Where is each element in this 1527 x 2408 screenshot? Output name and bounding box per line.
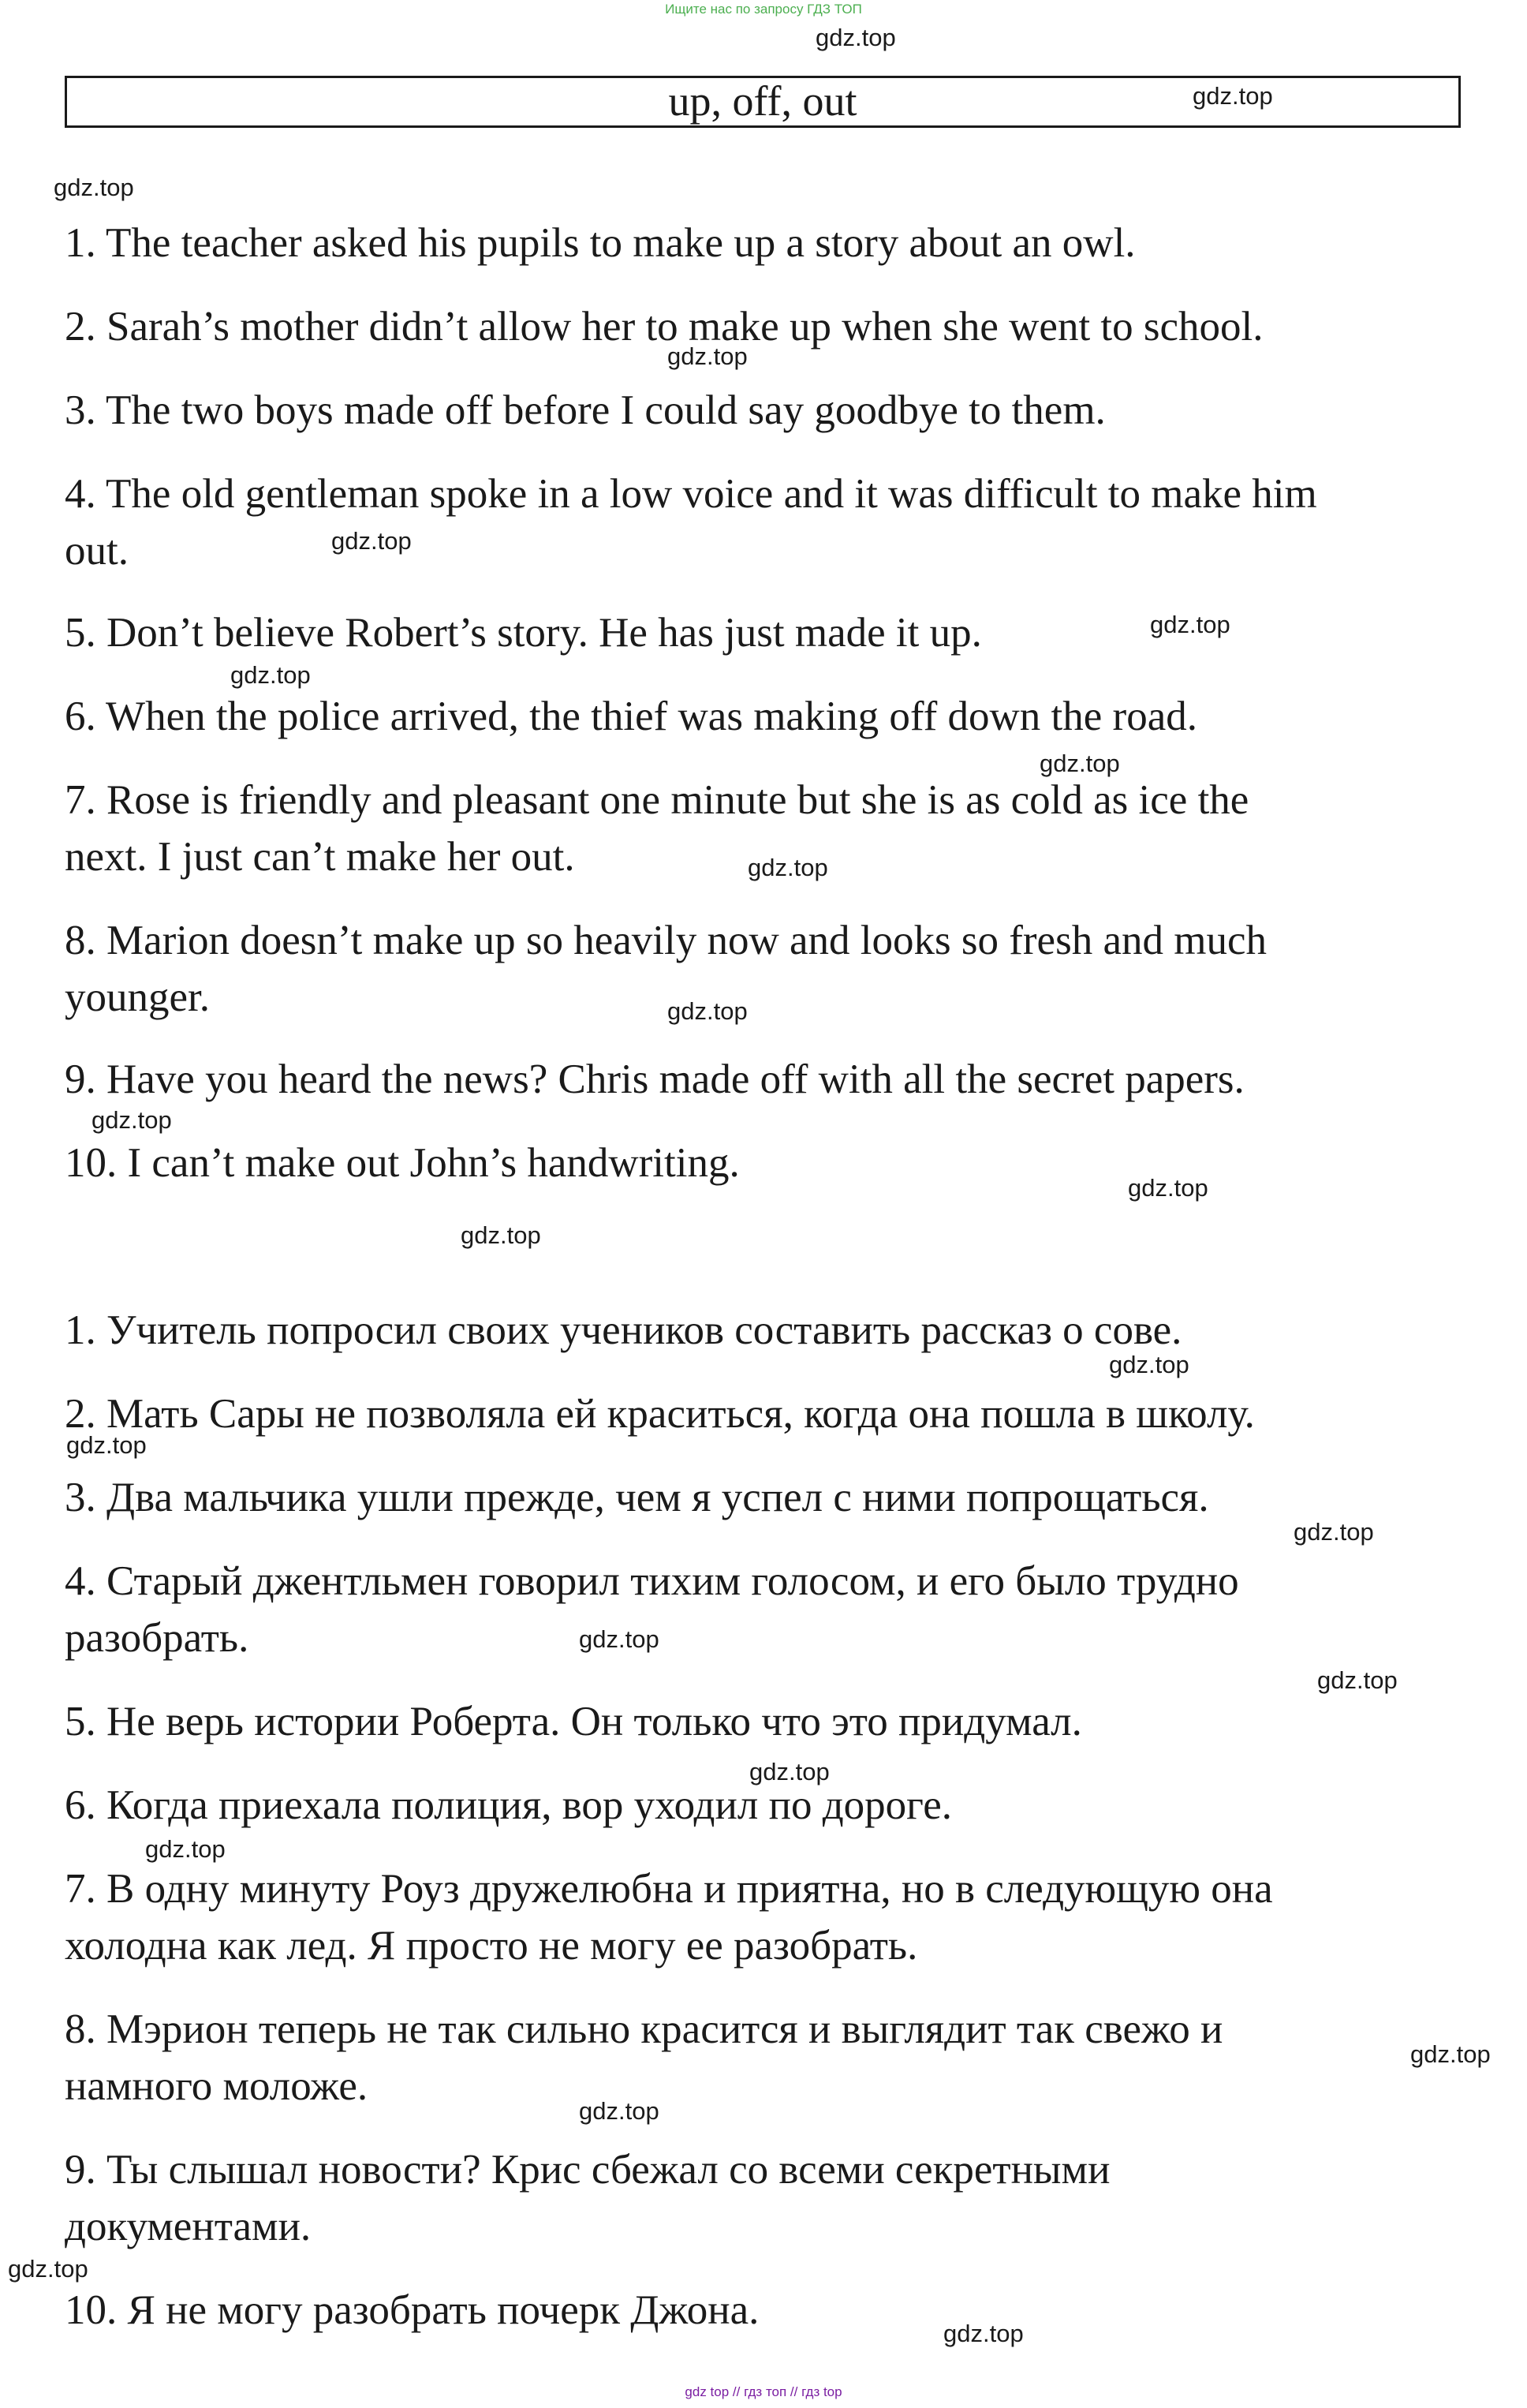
english-sentence-continued: younger. bbox=[65, 974, 210, 1020]
english-sentence: 3. The two boys made off before I could say goodbye to them. bbox=[65, 387, 1106, 433]
russian-sentence: 10. Я не могу разобрать почерк Джона. bbox=[65, 2287, 760, 2333]
english-sentence: 1. The teacher asked his pupils to make up a story about an owl. bbox=[65, 220, 1136, 266]
watermark: gdz.top bbox=[331, 527, 412, 555]
english-sentence: 5. Don’t believe Robert’s story. He has just made it up. bbox=[65, 610, 982, 656]
english-sentence: 10. I can’t make out John’s handwriting. bbox=[65, 1140, 740, 1186]
watermark: gdz.top bbox=[1193, 82, 1273, 110]
watermark: gdz.top bbox=[54, 174, 134, 201]
watermark: gdz.top bbox=[66, 1431, 147, 1459]
watermark: gdz.top bbox=[667, 342, 748, 370]
watermark: gdz.top bbox=[461, 1221, 541, 1249]
russian-sentence-continued: намного моложе. bbox=[65, 2063, 368, 2109]
page-title: up, off, out bbox=[65, 76, 1461, 128]
watermark: gdz.top bbox=[1128, 1174, 1208, 1202]
watermark: gdz.top bbox=[667, 997, 748, 1025]
watermark: gdz.top bbox=[749, 1758, 830, 1785]
russian-sentence: 2. Мать Сары не позволяла ей краситься, когда она пошла в школу. bbox=[65, 1391, 1255, 1437]
english-sentence: 7. Rose is friendly and pleasant one minute but she is as cold as ice the bbox=[65, 777, 1249, 823]
watermark: gdz.top bbox=[1150, 611, 1230, 638]
russian-sentence: 3. Два мальчика ушли прежде, чем я успел с ними попрощаться. bbox=[65, 1475, 1209, 1520]
watermark: gdz.top bbox=[91, 1106, 172, 1134]
watermark: gdz.top bbox=[1294, 1518, 1374, 1546]
watermark: gdz.top bbox=[230, 661, 311, 689]
russian-sentence: 5. Не верь истории Роберта. Он только что это придумал. bbox=[65, 1699, 1082, 1744]
russian-sentence: 1. Учитель попросил своих учеников составить рассказ о сове. bbox=[65, 1307, 1182, 1353]
english-sentence: 9. Have you heard the news? Chris made off with all the secret papers. bbox=[65, 1056, 1245, 1102]
watermark: gdz.top bbox=[748, 854, 828, 881]
watermark: gdz.top bbox=[8, 2255, 88, 2283]
watermark: gdz.top bbox=[1410, 2040, 1491, 2068]
russian-sentence-continued: холодна как лед. Я просто не могу ее разобрать. bbox=[65, 1923, 918, 1969]
russian-sentence-continued: документами. bbox=[65, 2204, 312, 2249]
watermark: gdz.top bbox=[1109, 1351, 1189, 1378]
english-sentence: 2. Sarah’s mother didn’t allow her to make up when she went to school. bbox=[65, 304, 1264, 350]
watermark: gdz.top bbox=[1317, 1666, 1398, 1694]
english-sentence-continued: next. I just can’t make her out. bbox=[65, 834, 575, 880]
english-sentence-continued: out. bbox=[65, 528, 129, 574]
watermark: gdz.top bbox=[1040, 750, 1120, 777]
footer-watermark: gdz top // гдз топ // гдз top bbox=[685, 2384, 842, 2399]
watermark: gdz.top bbox=[579, 1625, 659, 1653]
english-sentence: 4. The old gentleman spoke in a low voice and it was difficult to make him bbox=[65, 471, 1317, 517]
watermark: gdz.top bbox=[579, 2097, 659, 2125]
russian-sentence: 7. В одну минуту Роуз дружелюбна и приятна, но в следующую она bbox=[65, 1866, 1273, 1912]
watermark: gdz.top bbox=[145, 1835, 226, 1863]
watermark: gdz.top bbox=[943, 2320, 1024, 2347]
russian-sentence: 6. Когда приехала полиция, вор уходил по дороге. bbox=[65, 1782, 952, 1828]
russian-sentence: 9. Ты слышал новости? Крис сбежал со всеми секретными bbox=[65, 2147, 1111, 2193]
english-sentence: 8. Marion doesn’t make up so heavily now and looks so fresh and much bbox=[65, 918, 1267, 963]
watermark: gdz.top bbox=[816, 24, 896, 51]
russian-sentence: 4. Старый джентльмен говорил тихим голосом, и его было трудно bbox=[65, 1558, 1239, 1604]
russian-sentence-continued: разобрать. bbox=[65, 1615, 249, 1661]
top-banner: Ищите нас по запросу ГДЗ ТОП bbox=[665, 2, 862, 17]
russian-sentence: 8. Мэрион теперь не так сильно красится и выглядит так свежо и bbox=[65, 2006, 1223, 2052]
english-sentence: 6. When the police arrived, the thief was making off down the road. bbox=[65, 694, 1197, 739]
